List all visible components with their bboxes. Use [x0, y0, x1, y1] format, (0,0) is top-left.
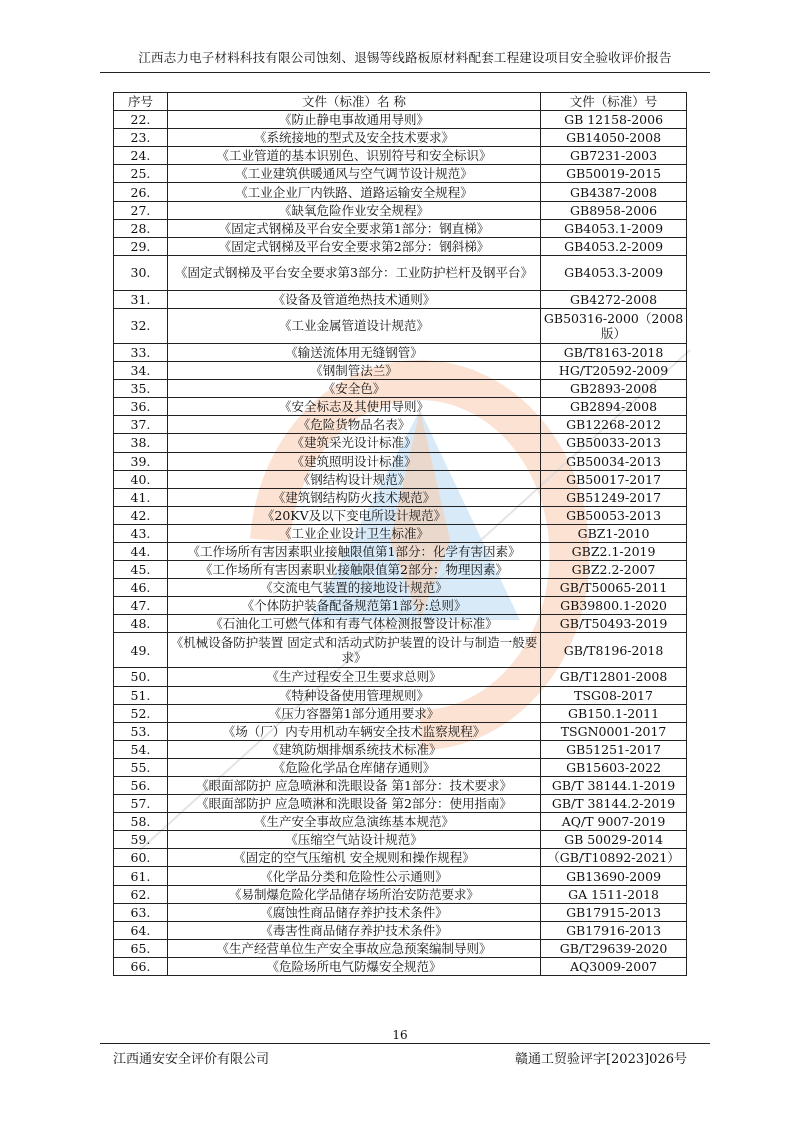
row-code: AQ/T 9007-2019	[541, 813, 687, 831]
row-name: 《易制爆危险化学品储存场所治安防范要求》	[167, 885, 540, 903]
row-number: 42.	[114, 506, 168, 524]
table-row	[114, 597, 687, 615]
row-name: 《生产过程安全卫生要求总则》	[167, 668, 540, 686]
row-name: 《生产经营单位生产安全事故应急预案编制导则》	[167, 939, 540, 957]
table-row	[114, 615, 687, 633]
row-name: 《生产安全事故应急演练基本规范》	[167, 813, 540, 831]
row-code: GB39800.1-2020	[541, 597, 687, 615]
table-row	[114, 111, 687, 129]
row-code: GB51251-2017	[541, 740, 687, 758]
row-name: 《危险货物品名表》	[167, 416, 540, 434]
row-name: 《固定的空气压缩机 安全规则和操作规程》	[167, 849, 540, 867]
row-number: 35.	[114, 380, 168, 398]
row-code: （GB/T10892-2021）	[541, 849, 687, 867]
row-name: 《危险化学品仓库储存通则》	[167, 758, 540, 776]
table-row	[114, 831, 687, 849]
row-number: 64.	[114, 921, 168, 939]
table-row	[114, 129, 687, 147]
table-row	[114, 398, 687, 416]
row-code: GB17916-2013	[541, 921, 687, 939]
row-number: 44.	[114, 542, 168, 560]
table-row	[114, 758, 687, 776]
row-number: 23.	[114, 129, 168, 147]
row-number: 36.	[114, 398, 168, 416]
row-code: GB8958-2006	[541, 201, 687, 219]
table-row	[114, 452, 687, 470]
row-name: 《机械设备防护装置 固定式和活动式防护装置的设计与制造一般要求》	[167, 633, 540, 668]
row-code: GB/T50493-2019	[541, 615, 687, 633]
row-number: 24.	[114, 147, 168, 165]
table-row	[114, 308, 687, 343]
page-number: 16	[392, 1028, 408, 1042]
row-code: GB150.1-2011	[541, 704, 687, 722]
table-row	[114, 147, 687, 165]
footer-rule	[100, 1043, 710, 1044]
row-number: 45.	[114, 561, 168, 579]
row-code: GB50033-2013	[541, 434, 687, 452]
row-code: GB/T8163-2018	[541, 343, 687, 361]
row-number: 38.	[114, 434, 168, 452]
row-name: 《工业金属管道设计规范》	[167, 308, 540, 343]
row-code: GB15603-2022	[541, 758, 687, 776]
row-code: GB4272-2008	[541, 290, 687, 308]
row-name: 《腐蚀性商品储存养护技术条件》	[167, 903, 540, 921]
table-row	[114, 219, 687, 237]
table-row	[114, 795, 687, 813]
row-name: 《钢结构设计规范》	[167, 470, 540, 488]
row-code: GB50019-2015	[541, 165, 687, 183]
row-code: GB2894-2008	[541, 398, 687, 416]
row-number: 33.	[114, 343, 168, 361]
table-row	[114, 362, 687, 380]
row-code: GB4053.1-2009	[541, 219, 687, 237]
table-row	[114, 704, 687, 722]
row-name: 《固定式钢梯及平台安全要求第2部分：钢斜梯》	[167, 237, 540, 255]
table-row	[114, 885, 687, 903]
row-number: 28.	[114, 219, 168, 237]
row-name: 《系统接地的型式及安全技术要求》	[167, 129, 540, 147]
table-row	[114, 416, 687, 434]
row-name: 《建筑防烟排烟系统技术标准》	[167, 740, 540, 758]
row-name: 《场（厂）内专用机动车辆安全技术监察规程》	[167, 722, 540, 740]
table-row	[114, 722, 687, 740]
row-number: 55.	[114, 758, 168, 776]
row-name: 《眼面部防护 应急喷淋和洗眼设备 第2部分：使用指南》	[167, 795, 540, 813]
table-row	[114, 434, 687, 452]
page-header: 江西志力电子材料科技有限公司蚀刻、退锡等线路板原材料配套工程建设项目安全验收评价报告	[138, 50, 672, 65]
row-name: 《安全色》	[167, 380, 540, 398]
table-row	[114, 542, 687, 560]
row-code: GBZ2.2-2007	[541, 561, 687, 579]
row-code: GB/T29639-2020	[541, 939, 687, 957]
row-number: 59.	[114, 831, 168, 849]
row-number: 50.	[114, 668, 168, 686]
row-name: 《20KV及以下变电所设计规范》	[167, 506, 540, 524]
row-number: 26.	[114, 183, 168, 201]
row-name: 《建筑照明设计标准》	[167, 452, 540, 470]
table-row	[114, 201, 687, 219]
row-name: 《危险场所电气防爆安全规范》	[167, 957, 540, 975]
row-number: 37.	[114, 416, 168, 434]
row-name: 《特种设备使用管理规则》	[167, 686, 540, 704]
table-row	[114, 380, 687, 398]
row-name: 《石油化工可燃气体和有毒气体检测报警设计标准》	[167, 615, 540, 633]
row-name: 《安全标志及其使用导则》	[167, 398, 540, 416]
row-code: GB50053-2013	[541, 506, 687, 524]
row-number: 53.	[114, 722, 168, 740]
table-row	[114, 561, 687, 579]
row-number: 39.	[114, 452, 168, 470]
row-number: 54.	[114, 740, 168, 758]
row-code: GB17915-2013	[541, 903, 687, 921]
row-code: GB14050-2008	[541, 129, 687, 147]
row-number: 29.	[114, 237, 168, 255]
row-name: 《个体防护装备配备规范第1部分:总则》	[167, 597, 540, 615]
row-number: 62.	[114, 885, 168, 903]
row-name: 《钢制管法兰》	[167, 362, 540, 380]
row-number: 47.	[114, 597, 168, 615]
row-number: 57.	[114, 795, 168, 813]
table-row	[114, 488, 687, 506]
row-code: GB/T50065-2011	[541, 579, 687, 597]
standards-table	[113, 92, 687, 976]
row-code: GB50017-2017	[541, 470, 687, 488]
row-number: 25.	[114, 165, 168, 183]
row-name: 《建筑钢结构防火技术规范》	[167, 488, 540, 506]
header-rule	[100, 72, 710, 73]
row-name: 《设备及管道绝热技术通则》	[167, 290, 540, 308]
row-number: 32.	[114, 308, 168, 343]
row-code: GB4053.2-2009	[541, 237, 687, 255]
table-row	[114, 686, 687, 704]
row-code: GB51249-2017	[541, 488, 687, 506]
row-number: 66.	[114, 957, 168, 975]
table-row	[114, 470, 687, 488]
footer-company: 江西通安安全评价有限公司	[113, 1052, 270, 1067]
row-number: 27.	[114, 201, 168, 219]
row-name: 《交流电气装置的接地设计规范》	[167, 579, 540, 597]
row-code: GBZ1-2010	[541, 524, 687, 542]
row-name: 《工作场所有害因素职业接触限值第2部分：物理因素》	[167, 561, 540, 579]
row-number: 40.	[114, 470, 168, 488]
row-name: 《固定式钢梯及平台安全要求第1部分：钢直梯》	[167, 219, 540, 237]
table-row	[114, 343, 687, 361]
row-name: 《缺氧危险作业安全规程》	[167, 201, 540, 219]
row-number: 63.	[114, 903, 168, 921]
table-row	[114, 183, 687, 201]
row-number: 60.	[114, 849, 168, 867]
row-code: GB2893-2008	[541, 380, 687, 398]
row-number: 58.	[114, 813, 168, 831]
table-row	[114, 939, 687, 957]
row-name: 《工业建筑供暖通风与空气调节设计规范》	[167, 165, 540, 183]
footer-doc-number: 赣通工贸验评字[2023]026号	[514, 1052, 687, 1067]
table-row	[114, 921, 687, 939]
table-row	[114, 668, 687, 686]
row-number: 34.	[114, 362, 168, 380]
table-row	[114, 506, 687, 524]
row-number: 30.	[114, 255, 168, 290]
row-code: GB50034-2013	[541, 452, 687, 470]
row-number: 52.	[114, 704, 168, 722]
row-code: GB/T 38144.2-2019	[541, 795, 687, 813]
row-code: GB4387-2008	[541, 183, 687, 201]
row-name: 《工业管道的基本识别色、识别符号和安全标识》	[167, 147, 540, 165]
table-row	[114, 867, 687, 885]
row-code: GB12268-2012	[541, 416, 687, 434]
row-number: 48.	[114, 615, 168, 633]
row-number: 56.	[114, 777, 168, 795]
row-code: GB/T12801-2008	[541, 668, 687, 686]
row-code: TSG08-2017	[541, 686, 687, 704]
row-name: 《工作场所有害因素职业接触限值第1部分：化学有害因素》	[167, 542, 540, 560]
row-number: 49.	[114, 633, 168, 668]
row-name: 《化学品分类和危险性公示通则》	[167, 867, 540, 885]
row-name: 《输送流体用无缝钢管》	[167, 343, 540, 361]
row-name: 《建筑采光设计标准》	[167, 434, 540, 452]
row-number: 61.	[114, 867, 168, 885]
row-name: 《毒害性商品储存养护技术条件》	[167, 921, 540, 939]
row-code: GB/T 38144.1-2019	[541, 777, 687, 795]
row-code: GB/T8196-2018	[541, 633, 687, 668]
table-row	[114, 290, 687, 308]
table-row	[114, 524, 687, 542]
row-name: 《眼面部防护 应急喷淋和洗眼设备 第1部分：技术要求》	[167, 777, 540, 795]
row-code: GB7231-2003	[541, 147, 687, 165]
row-code: AQ3009-2007	[541, 957, 687, 975]
row-number: 31.	[114, 290, 168, 308]
row-name: 《工业企业厂内铁路、道路运输安全规程》	[167, 183, 540, 201]
row-number: 65.	[114, 939, 168, 957]
table-row	[114, 255, 687, 290]
table-row	[114, 813, 687, 831]
row-number: 51.	[114, 686, 168, 704]
table-row	[114, 849, 687, 867]
row-code: GA 1511-2018	[541, 885, 687, 903]
table-row	[114, 777, 687, 795]
row-code: GB50316-2000（2008版）	[541, 308, 687, 343]
row-number: 46.	[114, 579, 168, 597]
row-number: 22.	[114, 111, 168, 129]
row-code: GB4053.3-2009	[541, 255, 687, 290]
row-name: 《固定式钢梯及平台安全要求第3部分：工业防护栏杆及钢平台》	[167, 255, 540, 290]
table-row	[114, 165, 687, 183]
row-code: GBZ2.1-2019	[541, 542, 687, 560]
table-row	[114, 633, 687, 668]
table-row	[114, 957, 687, 975]
row-name: 《防止静电事故通用导则》	[167, 111, 540, 129]
row-name: 《压缩空气站设计规范》	[167, 831, 540, 849]
row-code: HG/T20592-2009	[541, 362, 687, 380]
row-name: 《压力容器第1部分通用要求》	[167, 704, 540, 722]
table-row	[114, 903, 687, 921]
table-row	[114, 579, 687, 597]
row-code: GB13690-2009	[541, 867, 687, 885]
table-row	[114, 237, 687, 255]
row-name: 《工业企业设计卫生标准》	[167, 524, 540, 542]
table-row	[114, 740, 687, 758]
col-header-no: 序号	[114, 93, 168, 111]
table-header-row	[114, 93, 687, 111]
col-header-name: 文件（标准）名 称	[167, 93, 540, 111]
row-number: 41.	[114, 488, 168, 506]
row-code: TSGN0001-2017	[541, 722, 687, 740]
col-header-code: 文件（标准）号	[541, 93, 687, 111]
row-number: 43.	[114, 524, 168, 542]
row-code: GB 50029-2014	[541, 831, 687, 849]
row-code: GB 12158-2006	[541, 111, 687, 129]
